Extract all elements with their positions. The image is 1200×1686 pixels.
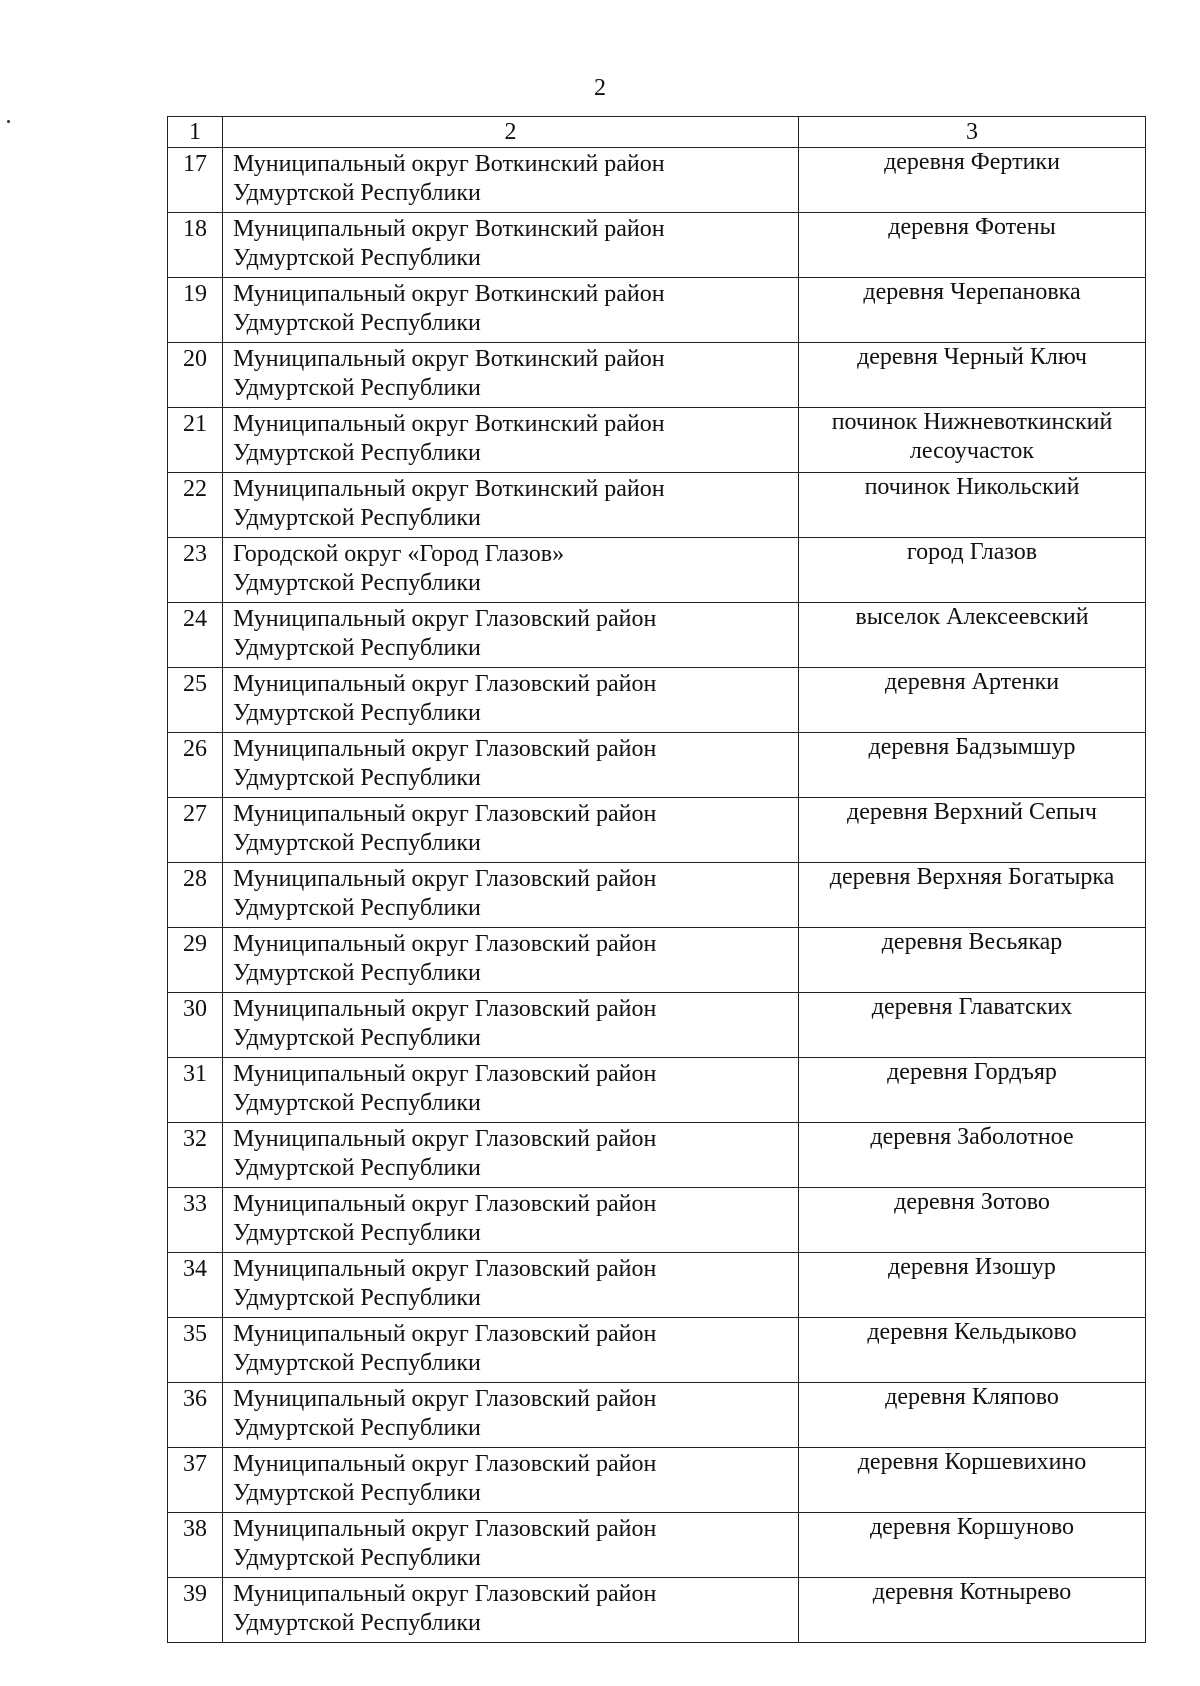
- municipality-line: Удмуртской Республики: [233, 1545, 481, 1571]
- row-number: 22: [168, 473, 223, 538]
- municipality-cell: [223, 213, 799, 278]
- row-number: 27: [168, 798, 223, 863]
- municipality-cell: [223, 1578, 799, 1643]
- row-number: 33: [168, 1188, 223, 1253]
- municipality-cell: [223, 343, 799, 408]
- municipality-cell: [223, 278, 799, 343]
- municipality-line: Муниципальный округ Глазовский район: [233, 931, 657, 957]
- municipality-line: Удмуртской Республики: [233, 895, 481, 921]
- settlement-line: деревня Верхний Сепыч: [847, 799, 1097, 825]
- municipality-line: Удмуртской Республики: [233, 245, 481, 271]
- settlement-cell: [799, 928, 1146, 993]
- table-row: [168, 1058, 1146, 1123]
- settlement-cell: [799, 1578, 1146, 1643]
- settlement-cell: [799, 1448, 1146, 1513]
- table-body: [168, 148, 1146, 1643]
- municipality-line: Удмуртской Республики: [233, 960, 481, 986]
- municipality-line: Удмуртской Республики: [233, 180, 481, 206]
- municipality-line: Муниципальный округ Глазовский район: [233, 1191, 657, 1217]
- municipality-cell: [223, 1383, 799, 1448]
- row-number: 32: [168, 1123, 223, 1188]
- municipality-line: Муниципальный округ Глазовский район: [233, 1061, 657, 1087]
- municipality-line: Муниципальный округ Глазовский район: [233, 1581, 657, 1607]
- settlement-cell: [799, 1383, 1146, 1448]
- row-number: 36: [168, 1383, 223, 1448]
- settlement-cell: [799, 278, 1146, 343]
- settlement-cell: [799, 863, 1146, 928]
- municipality-line: Муниципальный округ Воткинский район: [233, 151, 665, 177]
- settlement-line: деревня Черный Ключ: [857, 344, 1087, 370]
- municipality-line: Муниципальный округ Воткинский район: [233, 411, 665, 437]
- municipality-cell: [223, 1448, 799, 1513]
- column-header-2: 2: [223, 117, 799, 148]
- municipality-line: Удмуртской Республики: [233, 700, 481, 726]
- municipality-cell: [223, 538, 799, 603]
- row-number: 31: [168, 1058, 223, 1123]
- settlement-line: деревня Верхняя Богатырка: [829, 864, 1115, 890]
- municipality-line: Муниципальный округ Глазовский район: [233, 1321, 657, 1347]
- settlement-line: город Глазов: [906, 539, 1038, 565]
- table-row: [168, 798, 1146, 863]
- table-row: [168, 603, 1146, 668]
- row-number: 17: [168, 148, 223, 213]
- settlement-cell: [799, 993, 1146, 1058]
- municipality-line: Удмуртской Республики: [233, 1220, 481, 1246]
- municipality-line: Удмуртской Республики: [233, 505, 481, 531]
- settlement-line: деревня Фотены: [888, 214, 1056, 240]
- municipality-cell: [223, 148, 799, 213]
- municipality-line: Городской округ «Город Глазов»: [233, 541, 565, 567]
- municipality-cell: [223, 603, 799, 668]
- row-number: 24: [168, 603, 223, 668]
- row-number: 37: [168, 1448, 223, 1513]
- municipality-line: Удмуртской Республики: [233, 1025, 481, 1051]
- settlement-line: деревня Коршуново: [869, 1514, 1075, 1540]
- municipality-line: Удмуртской Республики: [233, 1090, 481, 1116]
- settlement-cell: [799, 213, 1146, 278]
- municipality-line: Удмуртской Республики: [233, 1610, 481, 1636]
- row-number: 30: [168, 993, 223, 1058]
- row-number: 23: [168, 538, 223, 603]
- settlement-line: выселок Алексеевский: [855, 604, 1089, 630]
- table-row: [168, 668, 1146, 733]
- settlement-line: деревня Котнырево: [872, 1579, 1072, 1605]
- settlement-cell: [799, 148, 1146, 213]
- row-number: 20: [168, 343, 223, 408]
- municipality-line: Муниципальный округ Глазовский район: [233, 866, 657, 892]
- table-row: [168, 1253, 1146, 1318]
- table-row: [168, 278, 1146, 343]
- settlement-cell: [799, 1123, 1146, 1188]
- table-row: [168, 1188, 1146, 1253]
- settlement-cell: [799, 733, 1146, 798]
- column-header-1: 1: [168, 117, 223, 148]
- row-number: 34: [168, 1253, 223, 1318]
- municipality-line: Удмуртской Республики: [233, 765, 481, 791]
- settlement-cell: [799, 1188, 1146, 1253]
- municipality-cell: [223, 408, 799, 473]
- row-number: 28: [168, 863, 223, 928]
- settlement-cell: [799, 603, 1146, 668]
- municipality-cell: [223, 863, 799, 928]
- municipality-line: Муниципальный округ Глазовский район: [233, 736, 657, 762]
- municipality-cell: [223, 1188, 799, 1253]
- row-number: 18: [168, 213, 223, 278]
- page-number: 2: [594, 75, 606, 101]
- row-number: 29: [168, 928, 223, 993]
- row-number: 19: [168, 278, 223, 343]
- table-row: [168, 343, 1146, 408]
- settlement-line: деревня Весьякар: [881, 929, 1063, 955]
- table-row: [168, 1513, 1146, 1578]
- table-row: [168, 1448, 1146, 1513]
- municipality-cell: [223, 1253, 799, 1318]
- settlement-line: деревня Артенки: [884, 669, 1060, 695]
- municipality-line: Муниципальный округ Глазовский район: [233, 801, 657, 827]
- table-row: [168, 213, 1146, 278]
- settlement-cell: [799, 343, 1146, 408]
- municipality-line: Муниципальный округ Глазовский район: [233, 1126, 657, 1152]
- municipality-line: Муниципальный округ Глазовский район: [233, 1516, 657, 1542]
- settlement-line: деревня Черепановка: [863, 279, 1081, 305]
- municipality-line: Удмуртской Республики: [233, 570, 481, 596]
- municipality-cell: [223, 733, 799, 798]
- municipality-line: Муниципальный округ Воткинский район: [233, 346, 665, 372]
- municipality-line: Удмуртской Республики: [233, 1285, 481, 1311]
- municipality-line: Муниципальный округ Воткинский район: [233, 281, 665, 307]
- settlement-line: починок Никольский: [864, 474, 1080, 500]
- municipality-line: Муниципальный округ Глазовский район: [233, 606, 657, 632]
- municipality-cell: [223, 668, 799, 733]
- settlement-cell: [799, 473, 1146, 538]
- row-number: 26: [168, 733, 223, 798]
- municipality-line: Муниципальный округ Глазовский район: [233, 1256, 657, 1282]
- table-row: [168, 993, 1146, 1058]
- scan-speck: [7, 120, 10, 123]
- municipality-line: Муниципальный округ Глазовский район: [233, 671, 657, 697]
- municipality-line: Удмуртской Республики: [233, 1155, 481, 1181]
- table-row: [168, 148, 1146, 213]
- municipality-cell: [223, 1318, 799, 1383]
- settlement-line: деревня Фертики: [884, 149, 1060, 175]
- settlement-cell: [799, 668, 1146, 733]
- municipality-line: Удмуртской Республики: [233, 830, 481, 856]
- municipality-line: Муниципальный округ Воткинский район: [233, 216, 665, 242]
- municipality-cell: [223, 1513, 799, 1578]
- row-number: 39: [168, 1578, 223, 1643]
- settlement-line: деревня Бадзымшур: [868, 734, 1076, 760]
- settlement-line: деревня Зотово: [894, 1189, 1050, 1215]
- settlement-line: деревня Коршевихино: [857, 1449, 1087, 1475]
- settlement-cell: [799, 1253, 1146, 1318]
- row-number: 38: [168, 1513, 223, 1578]
- municipality-line: Муниципальный округ Глазовский район: [233, 1386, 657, 1412]
- settlement-cell: [799, 1058, 1146, 1123]
- table-row: [168, 733, 1146, 798]
- table-row: [168, 1383, 1146, 1448]
- municipality-line: Муниципальный округ Глазовский район: [233, 996, 657, 1022]
- municipality-line: Муниципальный округ Глазовский район: [233, 1451, 657, 1477]
- settlement-cell: [799, 538, 1146, 603]
- settlement-cell: [799, 408, 1146, 473]
- table-header: [168, 117, 1146, 148]
- table-row: [168, 1578, 1146, 1643]
- settlement-line: деревня Главатских: [871, 994, 1073, 1020]
- municipality-line: Удмуртской Республики: [233, 440, 481, 466]
- settlement-line: деревня Кельдыково: [867, 1319, 1077, 1345]
- municipality-line: Удмуртской Республики: [233, 1480, 481, 1506]
- settlements-table: [167, 116, 1146, 1643]
- row-number: 21: [168, 408, 223, 473]
- settlement-line: деревня Заболотное: [870, 1124, 1074, 1150]
- column-header-3: 3: [799, 117, 1146, 148]
- municipality-line: Муниципальный округ Воткинский район: [233, 476, 665, 502]
- municipality-cell: [223, 473, 799, 538]
- settlement-line: деревня Изошур: [888, 1254, 1056, 1280]
- municipality-line: Удмуртской Республики: [233, 310, 481, 336]
- municipality-cell: [223, 928, 799, 993]
- settlement-line: деревня Кляпово: [885, 1384, 1059, 1410]
- table-row: [168, 928, 1146, 993]
- header-row: [168, 117, 1146, 148]
- row-number: 35: [168, 1318, 223, 1383]
- municipality-line: Удмуртской Республики: [233, 635, 481, 661]
- settlement-cell: [799, 798, 1146, 863]
- settlement-line: лесоучасток: [909, 438, 1035, 464]
- table-row: [168, 1123, 1146, 1188]
- municipality-cell: [223, 1123, 799, 1188]
- table-row: [168, 473, 1146, 538]
- municipality-cell: [223, 993, 799, 1058]
- table-row: [168, 863, 1146, 928]
- settlement-cell: [799, 1513, 1146, 1578]
- table-row: [168, 1318, 1146, 1383]
- table-row: [168, 408, 1146, 473]
- settlement-line: деревня Гордъяр: [887, 1059, 1057, 1085]
- municipality-line: Удмуртской Республики: [233, 1415, 481, 1441]
- settlement-cell: [799, 1318, 1146, 1383]
- settlement-line: починок Нижневоткинский: [831, 409, 1113, 435]
- municipality-line: Удмуртской Республики: [233, 375, 481, 401]
- row-number: 25: [168, 668, 223, 733]
- municipality-cell: [223, 1058, 799, 1123]
- municipality-cell: [223, 798, 799, 863]
- table-row: [168, 538, 1146, 603]
- municipality-line: Удмуртской Республики: [233, 1350, 481, 1376]
